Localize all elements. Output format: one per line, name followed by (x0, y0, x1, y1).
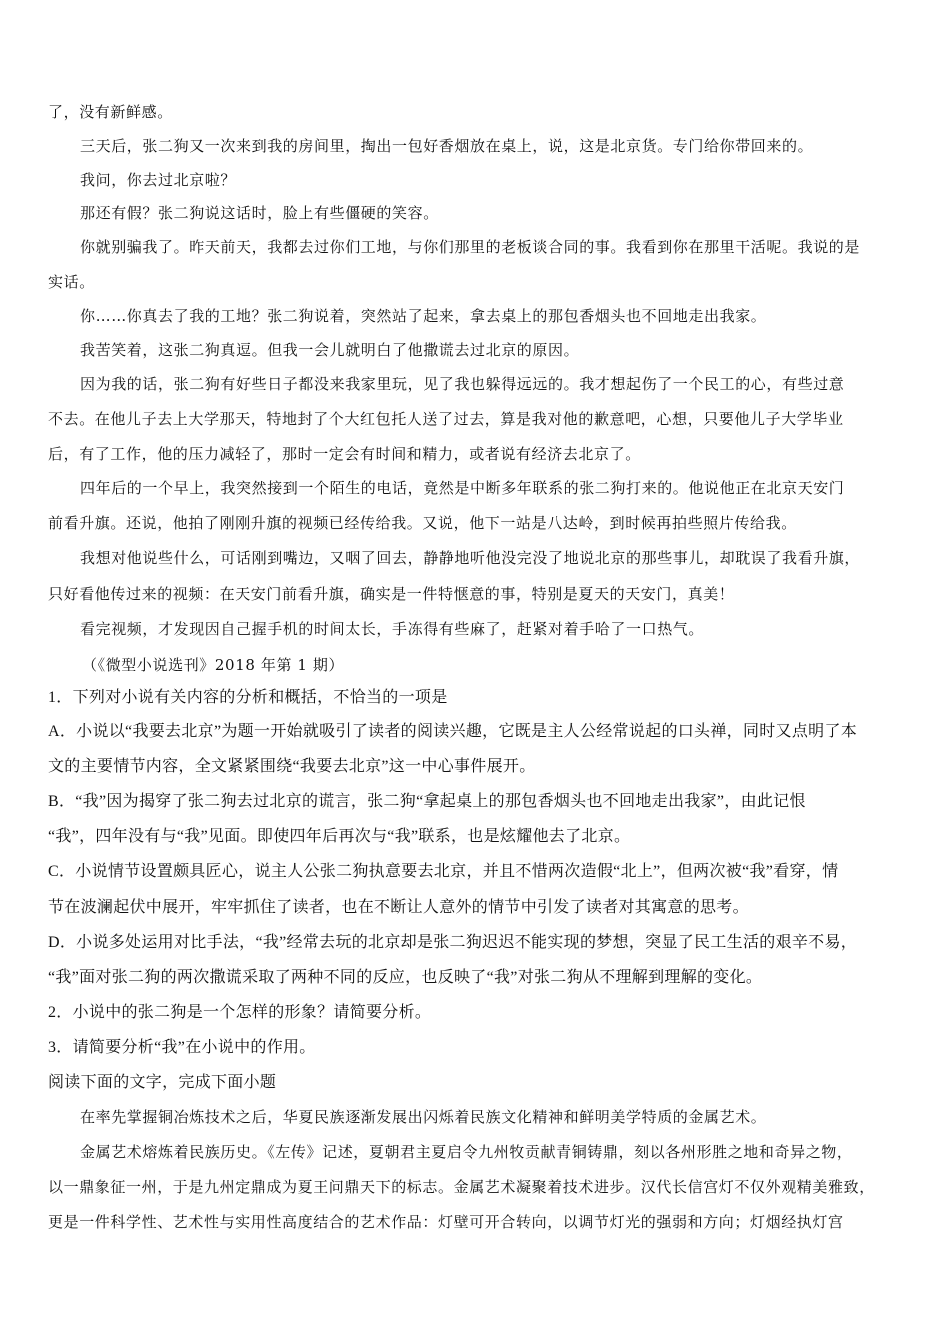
story-paragraph: 我苦笑着，这张二狗真逗。但我一会儿就明白了他撒谎去过北京的原因。 (80, 341, 580, 359)
story-line: 只好看他传过来的视频：在天安门前看升旗，确实是一件特惬意的事，特别是夏天的天安门，真美！ (48, 585, 735, 603)
story-paragraph: 我问，你去过北京啦？ (80, 171, 237, 189)
option-d: D．小说多处运用对比手法，“我”经常去玩的北京却是张二狗迟迟不能实现的梦想，突显了民工生活的艰辛不易， (48, 934, 858, 951)
question-1: 1．下列对小说有关内容的分析和概括，不恰当的一项是 (48, 689, 448, 706)
story-paragraph: 我想对他说些什么，可话刚到嘴边，又咽了回去，静静地听他没完没了地说北京的那些事儿，却耽误了我看升旗， (80, 549, 861, 567)
reading-line: 以一鼎象征一州，于是九州定鼎成为夏王问鼎天下的标志。金属艺术凝聚着技术进步。汉代长信宫灯不仅外观精美雅致， (48, 1178, 875, 1196)
story-paragraph: 那还有假？张二狗说这话时，脸上有些僵硬的笑容。 (80, 204, 439, 222)
option-c-cont: 节在波澜起伏中展开，牢牢抓住了读者，也在不断让人意外的情节中引发了读者对其寓意的思考。 (48, 899, 749, 916)
option-d-cont: “我”面对张二狗的两次撒谎采取了两种不同的反应，也反映了“我”对张二狗从不理解到理解的变化。 (48, 969, 763, 986)
reading-intro: 阅读下面的文字，完成下面小题 (48, 1074, 277, 1091)
option-b-cont: “我”，四年没有与“我”见面。即使四年后再次与“我”联系，也是炫耀他去了北京。 (48, 828, 631, 845)
option-a: A．小说以“我要去北京”为题一开始就吸引了读者的阅读兴趣，它既是主人公经常说起的口头禅，同时又点明了本 (48, 723, 858, 740)
story-paragraph: 三天后，张二狗又一次来到我的房间里，掏出一包好香烟放在桌上，说，这是北京货。专门给你带回来的。 (80, 137, 814, 155)
question-3: 3．请简要分析“我”在小说中的作用。 (48, 1039, 316, 1056)
story-paragraph: 看完视频，才发现因自己握手机的时间太长，手冻得有些麻了，赶紧对着手哈了一口热气。 (80, 620, 705, 638)
reading-line: 更是一件科学性、艺术性与实用性高度结合的艺术作品：灯壁可开合转向，以调节灯光的强弱和方向；灯烟经执灯宫 (48, 1213, 844, 1231)
reading-paragraph: 金属艺术熔炼着民族历史。《左传》记述，夏朝君主夏启令九州牧贡献青铜铸鼎，刻以各州形胜之地和奇异之物， (80, 1143, 853, 1161)
option-b: B．“我”因为揭穿了张二狗去过北京的谎言，张二狗“拿起桌上的那包香烟头也不回地走出我家”，由此记恨 (48, 793, 806, 810)
story-paragraph: 因为我的话，张二狗有好些日子都没来我家里玩，见了我也躲得远远的。我才想起伤了一个民工的心，有些过意 (80, 375, 845, 393)
story-line: 不去。在他儿子去上大学那天，特地封了个大红包托人送了过去，算是我对他的歉意吧，心想，只要他儿子大学毕业 (48, 410, 844, 428)
story-line: 实话。 (48, 273, 95, 291)
story-paragraph: 你就别骗我了。昨天前天，我都去过你们工地，与你们那里的老板谈合同的事。我看到你在那里干活呢。我说的是 (80, 238, 861, 256)
story-paragraph: 你……你真去了我的工地？张二狗说着，突然站了起来，拿去桌上的那包香烟头也不回地走出我家。 (80, 307, 767, 325)
story-source: （《微型小说选刊》2018 年第 1 期） (82, 656, 345, 674)
option-a-cont: 文的主要情节内容，全文紧紧围绕“我要去北京”这一中心事件展开。 (48, 758, 536, 775)
story-paragraph: 四年后的一个早上，我突然接到一个陌生的电话，竟然是中断多年联系的张二狗打来的。他说他正在北京天安门 (80, 479, 845, 497)
story-line: 了，没有新鲜感。 (48, 103, 173, 121)
story-line: 后，有了工作，他的压力减轻了，那时一定会有时间和精力，或者说有经济去北京了。 (48, 445, 641, 463)
story-line: 前看升旗。还说，他拍了刚刚升旗的视频已经传给我。又说，他下一站是八达岭，到时候再拍些照片传给我。 (48, 514, 797, 532)
reading-paragraph: 在率先掌握铜冶炼技术之后，华夏民族逐渐发展出闪烁着民族文化精神和鲜明美学特质的金属艺术。 (80, 1108, 767, 1126)
option-c: C．小说情节设置颇具匠心，说主人公张二狗执意要去北京，并且不惜两次造假“北上”，但两次被“我”看穿，情 (48, 863, 839, 880)
question-2: 2．小说中的张二狗是一个怎样的形象？请简要分析。 (48, 1004, 432, 1021)
